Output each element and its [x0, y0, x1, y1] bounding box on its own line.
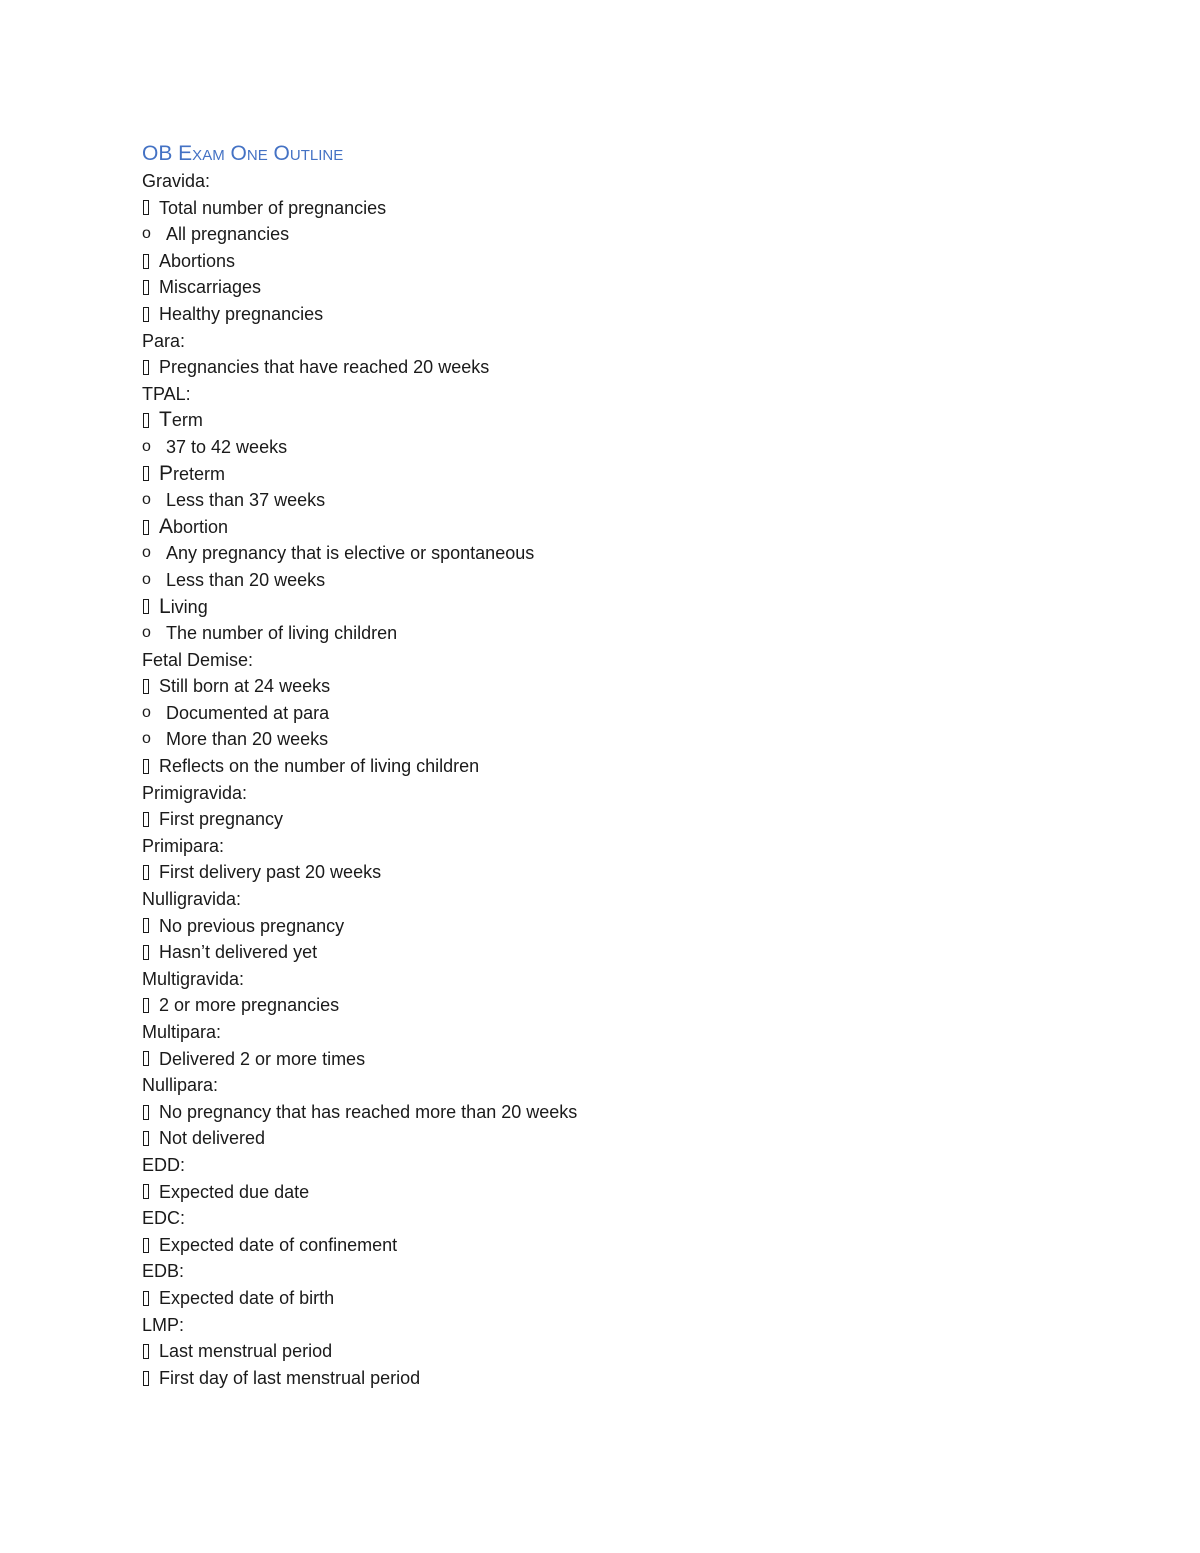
bullet-text: Last menstrual period	[159, 1341, 333, 1362]
bullet-box-icon	[143, 280, 149, 295]
section-heading-text: LMP:	[142, 1314, 185, 1335]
section-heading	[142, 328, 1042, 355]
bullet-item	[142, 1338, 1042, 1365]
bullet-text: Still born at 24 weeks	[159, 676, 331, 697]
section-heading-text: Nullipara:	[142, 1075, 219, 1096]
section-heading-text: Fetal Demise:	[142, 649, 254, 670]
bullet-text: Expected date of birth	[159, 1287, 335, 1308]
section-heading	[142, 1072, 1042, 1099]
bullet-text: Abortions	[159, 250, 236, 271]
bullet-item	[142, 594, 1042, 621]
bullet-box-icon	[143, 520, 149, 535]
sub-bullet-item	[142, 726, 1042, 753]
bullet-text: Expected date of confinement	[159, 1234, 398, 1255]
bullet-item	[142, 1365, 1042, 1392]
bullet-box-icon	[143, 466, 149, 481]
bullet-text: Delivered 2 or more times	[159, 1048, 366, 1069]
section-heading-text: Multipara:	[142, 1022, 222, 1042]
section-heading-text: EDC:	[142, 1208, 186, 1229]
bullet-text: No previous pregnancy	[159, 915, 345, 936]
section-heading-text: Primigravida:	[142, 782, 248, 803]
section-heading	[142, 1019, 1042, 1046]
section-heading	[142, 833, 1042, 860]
section-heading	[142, 1152, 1042, 1179]
section-heading	[142, 1205, 1042, 1232]
sub-bullet-marker: o	[142, 544, 151, 562]
bullet-text: Healthy pregnancies	[159, 303, 324, 324]
bullet-box-icon	[143, 1291, 149, 1306]
bullet-item	[142, 354, 1042, 381]
bullet-item	[142, 859, 1042, 886]
bullet-box-icon	[143, 200, 149, 215]
section-heading	[142, 966, 1042, 993]
acronym-letter: L	[159, 594, 171, 618]
bullet-item	[142, 1099, 1042, 1126]
section-heading-text: TPAL:	[142, 383, 191, 404]
sub-bullet-marker: o	[142, 570, 151, 588]
bullet-item	[142, 1179, 1042, 1206]
bullet-box-icon	[143, 254, 149, 269]
sub-bullet-marker: o	[142, 491, 151, 509]
section-heading-text: Para:	[142, 330, 186, 351]
bullet-item	[142, 673, 1042, 700]
bullet-text: Not delivered	[159, 1128, 266, 1149]
bullet-text: bortion	[173, 516, 229, 537]
sub-bullet-item	[142, 434, 1042, 461]
bullet-item	[142, 301, 1042, 328]
section-heading-text: EDD:	[142, 1154, 186, 1175]
bullet-text: 2 or more pregnancies	[159, 995, 340, 1016]
bullet-item	[142, 1285, 1042, 1312]
section-heading-text: Nulligravida:	[142, 889, 242, 910]
section-heading	[142, 647, 1042, 674]
bullet-box-icon	[143, 599, 149, 614]
bullet-text: Expected due date	[159, 1181, 310, 1202]
section-heading	[142, 886, 1042, 913]
bullet-text: Pregnancies that have reached 20 weeks	[159, 357, 490, 378]
section-heading	[142, 168, 1042, 195]
sub-bullet-text: 37 to 42 weeks	[166, 436, 288, 457]
section-heading-text: Gravida:	[142, 171, 211, 191]
sub-bullet-item	[142, 221, 1042, 248]
bullet-item	[142, 913, 1042, 940]
sub-bullet-marker: o	[142, 730, 151, 748]
sub-bullet-text: Any pregnancy that is elective or spontaneous	[166, 543, 535, 564]
section-heading	[142, 1258, 1042, 1285]
sub-bullet-item	[142, 700, 1042, 727]
bullet-item	[142, 992, 1042, 1019]
bullet-text: iving	[170, 596, 208, 617]
bullet-box-icon	[143, 998, 149, 1013]
bullet-item	[142, 806, 1042, 833]
sub-bullet-item	[142, 487, 1042, 514]
bullet-box-icon	[143, 1371, 149, 1386]
bullet-text: First delivery past 20 weeks	[159, 862, 382, 883]
sub-bullet-text: All pregnancies	[166, 224, 290, 245]
bullet-item	[142, 1232, 1042, 1259]
bullet-text: First day of last menstrual period	[159, 1367, 421, 1388]
section-heading	[142, 381, 1042, 408]
bullet-box-icon	[143, 759, 149, 774]
sub-bullet-marker: o	[142, 624, 151, 642]
bullet-text: Total number of pregnancies	[159, 197, 387, 218]
acronym-letter: T	[159, 408, 172, 432]
bullet-box-icon	[143, 1238, 149, 1253]
sub-bullet-item	[142, 620, 1042, 647]
bullet-box-icon	[143, 945, 149, 960]
sub-bullet-text: More than 20 weeks	[166, 729, 329, 750]
sub-bullet-marker: o	[142, 437, 151, 455]
acronym-letter: P	[159, 461, 174, 485]
sub-bullet-marker: o	[142, 703, 151, 721]
bullet-item	[142, 407, 1042, 434]
bullet-text: First pregnancy	[159, 809, 284, 830]
bullet-box-icon	[143, 865, 149, 880]
section-heading-text: Primipara:	[142, 835, 225, 856]
bullet-box-icon	[143, 1051, 149, 1066]
bullet-box-icon	[143, 812, 149, 827]
sub-bullet-item	[142, 567, 1042, 594]
bullet-item	[142, 753, 1042, 780]
bullet-box-icon	[143, 307, 149, 322]
sub-bullet-text: Less than 20 weeks	[166, 569, 326, 590]
bullet-text: Hasn’t delivered yet	[159, 942, 318, 963]
bullet-text: reterm	[173, 463, 226, 484]
bullet-item	[142, 274, 1042, 301]
bullet-box-icon	[143, 918, 149, 933]
bullet-box-icon	[143, 1105, 149, 1120]
section-heading-text: Multigravida:	[142, 968, 245, 989]
bullet-box-icon	[143, 360, 149, 375]
section-heading	[142, 1312, 1042, 1339]
bullet-text: No pregnancy that has reached more than 20 weeks	[159, 1101, 578, 1122]
bullet-text: erm	[171, 410, 203, 431]
sub-bullet-marker: o	[142, 225, 151, 243]
bullet-item	[142, 514, 1042, 541]
bullet-text: Reflects on the number of living children	[159, 756, 480, 777]
sub-bullet-text: The number of living children	[166, 623, 398, 644]
document-body	[142, 140, 1042, 1391]
bullet-item	[142, 195, 1042, 222]
bullet-box-icon	[143, 1184, 149, 1199]
acronym-letter: A	[159, 514, 174, 538]
bullet-item	[142, 939, 1042, 966]
sub-bullet-text: Documented at para	[166, 702, 330, 723]
bullet-box-icon	[143, 1344, 149, 1359]
bullet-text: Miscarriages	[159, 277, 262, 298]
bullet-box-icon	[143, 413, 149, 428]
bullet-item	[142, 248, 1042, 275]
bullet-item	[142, 1046, 1042, 1073]
section-heading-text: EDB:	[142, 1261, 185, 1282]
bullet-box-icon	[143, 679, 149, 694]
outline-list	[142, 168, 1042, 1391]
page-title: OB Exam One Outline	[142, 142, 344, 165]
sub-bullet-text: Less than 37 weeks	[166, 490, 326, 511]
bullet-box-icon	[143, 1131, 149, 1146]
bullet-item	[142, 461, 1042, 488]
sub-bullet-item	[142, 540, 1042, 567]
bullet-item	[142, 1125, 1042, 1152]
section-heading	[142, 780, 1042, 807]
